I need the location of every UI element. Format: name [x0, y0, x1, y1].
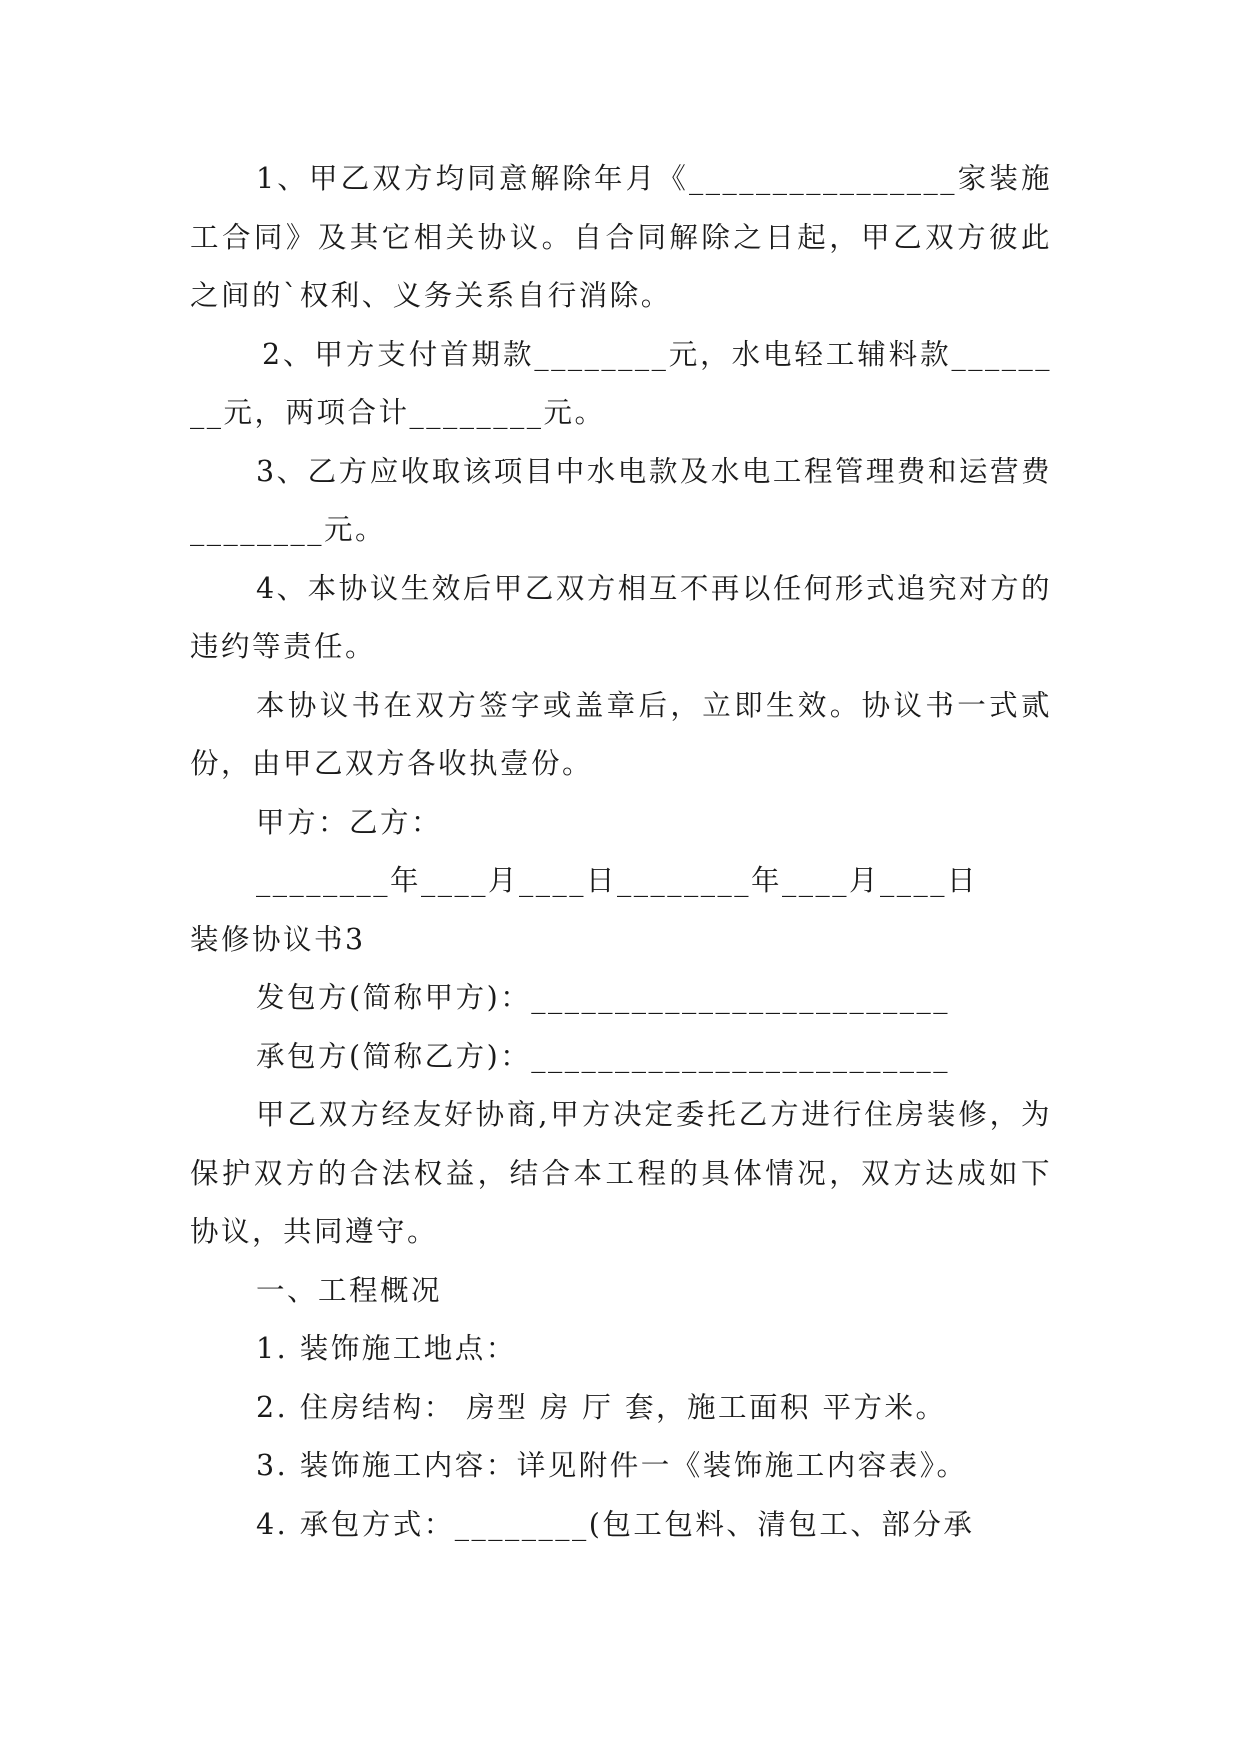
- clause-2: 2、甲方支付首期款________元，水电轻工辅料款________元，两项合计________元。: [190, 337, 1052, 429]
- clause-3: 3、乙方应收取该项目中水电款及水电工程管理费和运营费________元。: [190, 454, 1052, 546]
- section-title: 装修协议书3: [190, 922, 366, 956]
- item-structure: 2. 住房结构： 房型 房 厅 套，施工面积 平方米。: [256, 1390, 947, 1424]
- item-contract-method: 4. 承包方式：________(包工包料、清包工、部分承: [256, 1507, 975, 1541]
- contractor-party-a: 发包方(简称甲方)：_________________________: [256, 981, 950, 1014]
- item-location: 1. 装饰施工地点：: [256, 1332, 517, 1365]
- agreement-intro: 甲乙双方经友好协商,甲方决定委托乙方进行住房装修，为保护双方的合法权益，结合本工程的具体情况，双方达成如下协议，共同遵守。: [190, 1098, 1052, 1248]
- signature-dates: ________年____月____日________年____月____日: [256, 864, 979, 897]
- document-page: [190, 150, 1052, 1554]
- clause-4: 4、本协议生效后甲乙双方相互不再以任何形式追究对方的违约等责任。: [190, 571, 1052, 663]
- item-content: 3. 装饰施工内容：详见附件一《装饰施工内容表》。: [256, 1449, 968, 1482]
- effective-clause: 本协议书在双方签字或盖章后，立即生效。协议书一式贰份，由甲乙双方各收执壹份。: [190, 688, 1052, 780]
- clause-1: 1、甲乙双方均同意解除年月《________________家装施工合同》及其它相关协议。自合同解除之日起，甲乙双方彼此之间的`权利、义务关系自行消除。: [190, 162, 1052, 312]
- signature-parties: 甲方：乙方：: [256, 805, 443, 839]
- project-overview-heading: 一、工程概况: [256, 1273, 443, 1307]
- contractor-party-b: 承包方(简称乙方)：_________________________: [256, 1039, 950, 1073]
